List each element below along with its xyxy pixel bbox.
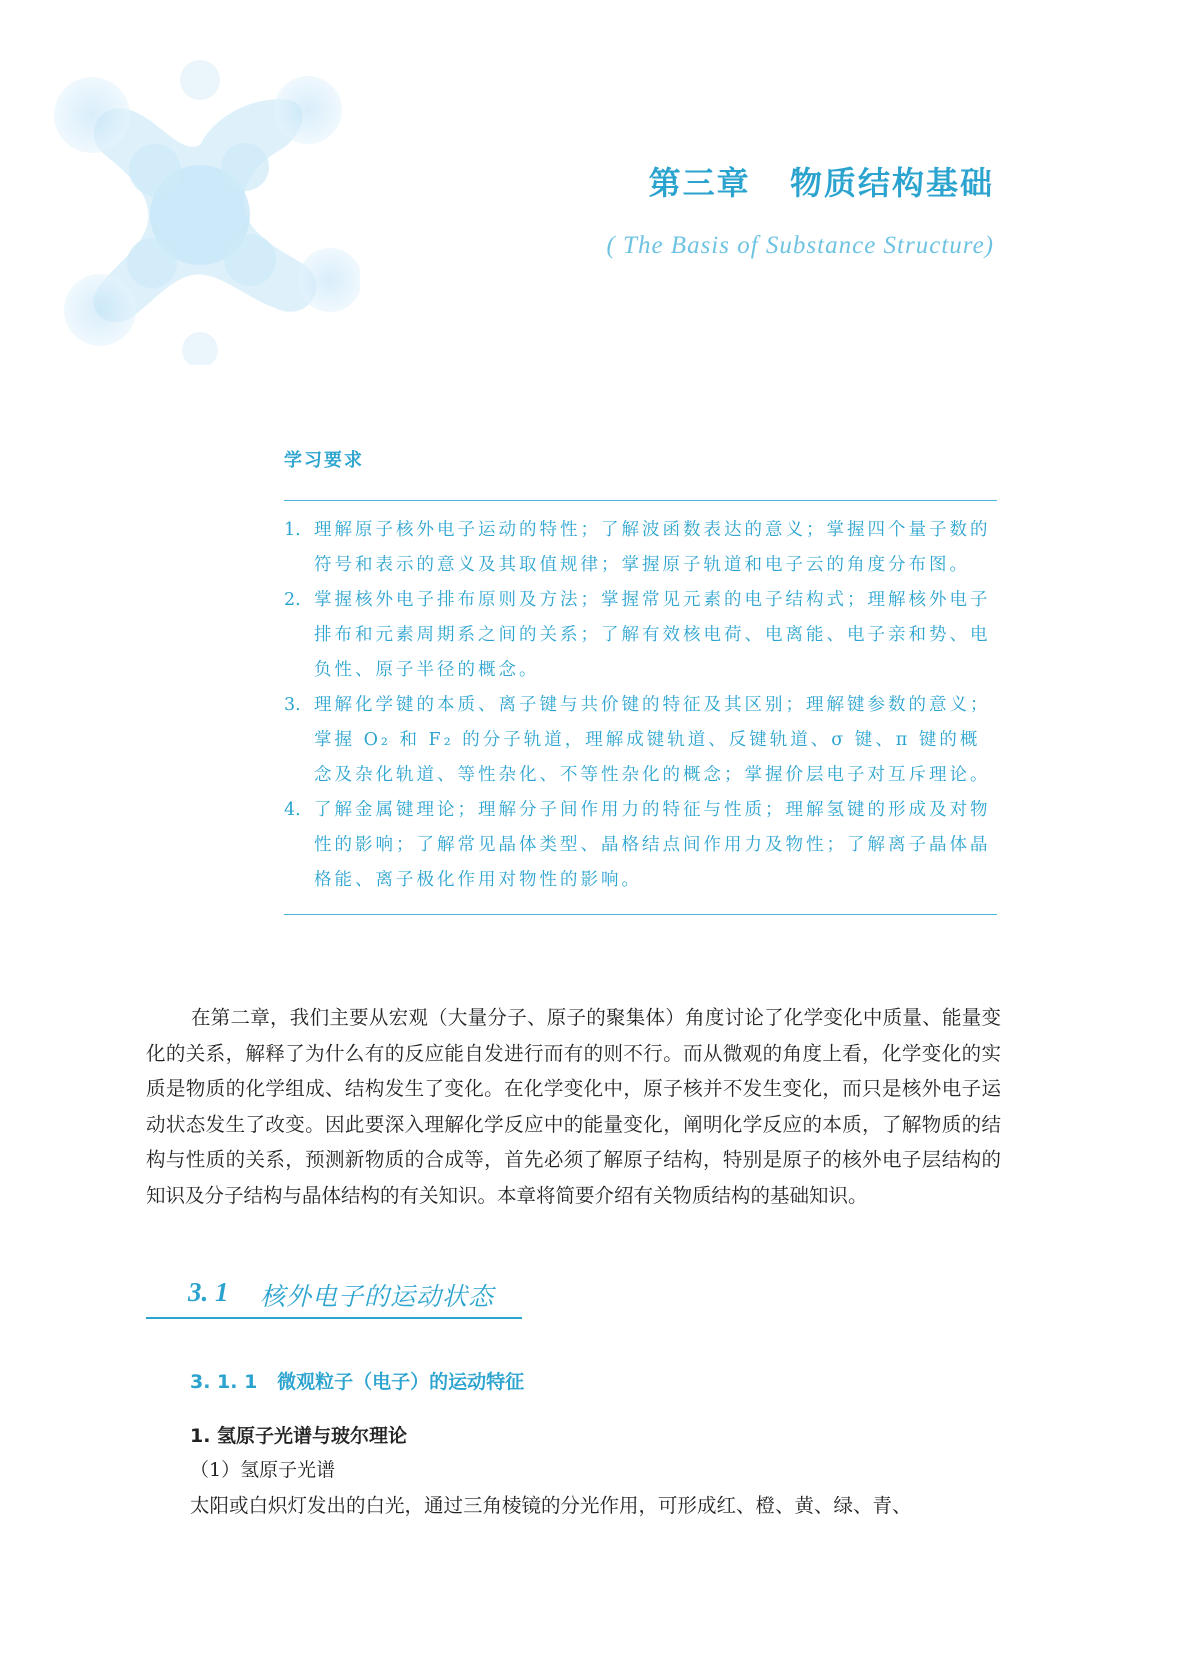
chapter-subtitle: ( The Basis of Substance Structure) xyxy=(606,232,994,259)
body-text: 太阳或白炽灯发出的白光，通过三角棱镜的分光作用，可形成红、橙、黄、绿、青、 xyxy=(190,1494,912,1517)
requirement-item xyxy=(284,793,997,898)
intro-paragraph: 在第二章，我们主要从宏观（大量分子、原子的聚集体）角度讨论了化学变化中质量、能量变化的关系，解释了为什么有的反应能自发进行而有的则不行。而从微观的角度上看，化学变化的实质是物质的化学组成、结构发生了变化。在化学变化中，原子核并不发生变化，而只是核外电子运动状态发生了改变。因此要深入理解化学反应中的能量变化，阐明化学反应的本质，了解物质的结构与性质的关系，预测新物质的合成等，首先必须了解原子结构，特别是原子的核外电子层结构的知识及分子结构与晶体结构的有关知识。本章将简要介绍有关物质结构的基础知识。 xyxy=(146,1006,1001,1207)
section-heading xyxy=(146,1277,522,1319)
molecule-decoration xyxy=(40,55,360,365)
requirement-text: 了解金属键理论；理解分子间作用力的特征与性质；理解氢键的形成及对物性的影响；了解常见晶体类型、晶格结点间作用力及物性；了解离子晶体晶格能、离子极化作用对物性的影响。 xyxy=(314,800,991,890)
topic-title: 1. 氢原子光谱与玻尔理论 xyxy=(190,1425,408,1447)
sub-topic-title: （1）氢原子光谱 xyxy=(190,1459,336,1481)
requirement-text: 理解原子核外电子运动的特性；了解波函数表达的意义；掌握四个量子数的符号和表示的意义及其取值规律；掌握原子轨道和电子云的角度分布图。 xyxy=(314,520,991,575)
chapter-title: 第三章 物质结构基础 xyxy=(648,164,994,202)
requirement-item xyxy=(284,513,997,583)
requirement-number: 1. xyxy=(284,520,301,540)
requirement-number: 3. xyxy=(284,695,301,715)
section-title: 核外电子的运动状态 xyxy=(260,1282,495,1311)
requirement-text: 掌握核外电子排布原则及方法；掌握常见元素的电子结构式；理解核外电子排布和元素周期系之间的关系；了解有效核电荷、电离能、电子亲和势、电负性、原子半径的概念。 xyxy=(314,590,991,680)
section-number: 3. 1 xyxy=(188,1277,229,1307)
requirement-number: 2. xyxy=(284,590,301,610)
requirements-list xyxy=(284,513,997,898)
requirements-heading: 学习要求 xyxy=(284,450,364,471)
requirement-item xyxy=(284,583,997,688)
subsection-title: 3. 1. 1 微观粒子（电子）的运动特征 xyxy=(190,1371,525,1393)
requirement-text: 理解化学键的本质、离子键与共价键的特征及其区别；理解键参数的意义；掌握 O₂ 和 F₂ 的分子轨道，理解成键轨道、反键轨道、σ 键、π 键的概念及杂化轨道、等性杂化、不等性杂化的概念；掌握价层电子对互斥理论。 xyxy=(314,695,991,785)
requirement-item xyxy=(284,688,997,793)
requirements-box xyxy=(284,500,997,915)
requirement-number: 4. xyxy=(284,800,301,820)
